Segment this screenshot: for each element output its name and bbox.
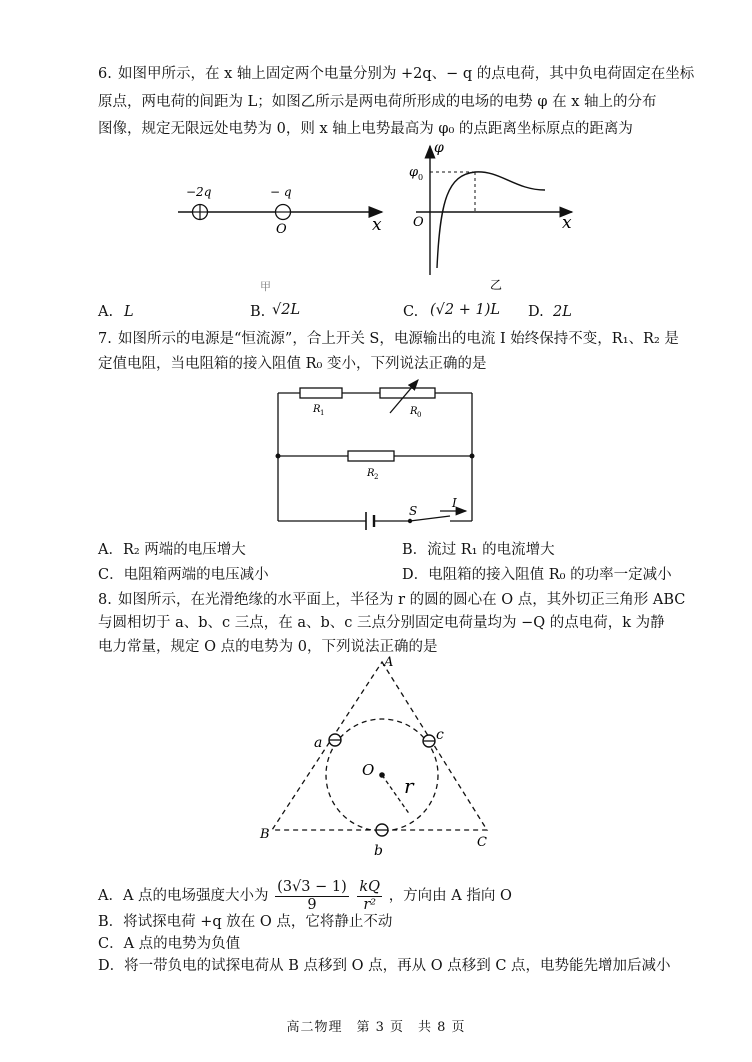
q6-option-a-letter: A. [98,304,114,320]
label-r0-sub: 0 [417,411,422,419]
caption-a: 甲 [260,280,271,293]
fraction-2-num: kQ [359,878,381,895]
q8-line3: 电力常量，规定 O 点的电势为 0，下列说法正确的是 [98,639,438,655]
q8-option-b: B．将试探电荷 +q 放在 O 点，它将静止不动 [98,914,393,930]
q7-line2: 定值电阻，当电阻箱的接入阻值 R₀ 变小，下列说法正确的是 [98,356,487,372]
q6-option-a-value: L [124,304,134,320]
label-x-a: x [372,215,382,235]
q6-option-d-value: 2L [553,304,572,320]
q8-line1: 如图所示，在光滑绝缘的水平面上，半径为 r 的圆的圆心在 O 点，其外切正三角形 ABC [118,592,686,608]
label-phi0: φ [409,165,419,180]
label-charge1: −2q [186,185,212,199]
q8-option-d: D．将一带负电的试探电荷从 B 点移到 O 点，再从 O 点移到 C 点，电势能先增加后减小 [98,958,671,974]
q7-line1: 如图所示的电源是“恒流源”，合上开关 S，电源输出的电流 I 始终保持不变，R₁、R₂ 是 [118,331,679,347]
page-footer: 高二物理 第 3 页 共 8 页 [286,1020,466,1035]
center-dot [379,772,385,778]
point-c: c [436,727,444,743]
triangle-abc [272,662,487,830]
q8-line2: 与圆相切于 a、b、c 三点，在 a、b、c 三点分别固定电荷量均为 −Q 的点电荷，k 为静 [98,615,665,631]
label-origin-a: O [276,222,287,237]
q6-option-b-value: √2L [272,302,301,318]
fraction-2 [357,879,382,914]
q8-option-a-suffix: ，方向由 A 指向 O [388,888,512,904]
q8-option-c: C．A 点的电势为负值 [98,936,241,952]
label-x-b: x [562,213,572,233]
label-o: O [362,761,375,779]
label-origin-b: O [413,215,424,230]
q7-option-d: D．电阻箱的接入阻值 R₀ 的功率一定减小 [402,567,672,583]
label-phi-axis: φ [434,140,444,156]
point-a: a [314,735,323,751]
label-phi0-sub: 0 [418,173,424,182]
q6-option-b-letter: B. [250,304,266,320]
q6-option-c-value: (√2 + 1)L [430,302,501,318]
q6-number: 6. [98,66,112,82]
label-charge2: − q [270,185,292,199]
label-r1-sub: 1 [320,409,325,417]
q7-option-b: B．流过 R₁ 的电流增大 [402,542,555,558]
q6-option-d-letter: D. [528,304,544,320]
fraction-1-num: (3√3 − 1) [277,878,347,895]
vertex-a: A [384,655,394,670]
q6-line1: 如图甲所示，在 x 轴上固定两个电量分别为 +2q、− q 的点电荷，其中负电荷固定在坐标 [118,66,695,82]
fraction-1 [275,879,349,914]
q7-option-c: C．电阻箱两端的电压减小 [98,567,269,583]
label-switch: S [409,504,418,518]
q6-line3: 图像，规定无限远处电势为 0，则 x 轴上电势最高为 φ₀ 的点距离坐标原点的距离为 [98,121,633,137]
vertex-b: B [260,827,270,842]
label-r0: R [410,406,418,417]
fraction-2-den: r² [363,896,377,913]
label-current: I [452,496,457,510]
caption-b: 乙 [490,278,503,292]
label-r2: R [367,468,375,479]
vertex-c: C [477,835,487,850]
label-r: r [404,774,414,798]
q6-line2: 原点，两电荷的间距为 L；如图乙所示是两电荷所形成的电场的电势 φ 在 x 轴上的分布 [98,94,657,110]
label-r1: R [313,404,321,415]
q8-option-a [98,876,512,916]
q7-number: 7. [98,331,112,347]
q8-option-a-prefix: A．A 点的电场强度大小为 [98,888,269,904]
point-b: b [374,843,383,859]
q7-option-a: A．R₂ 两端的电压增大 [98,542,246,558]
q8-number: 8. [98,592,112,608]
q6-option-c-letter: C. [403,304,419,320]
fraction-1-den: 9 [307,896,317,913]
label-r2-sub: 2 [374,473,379,481]
